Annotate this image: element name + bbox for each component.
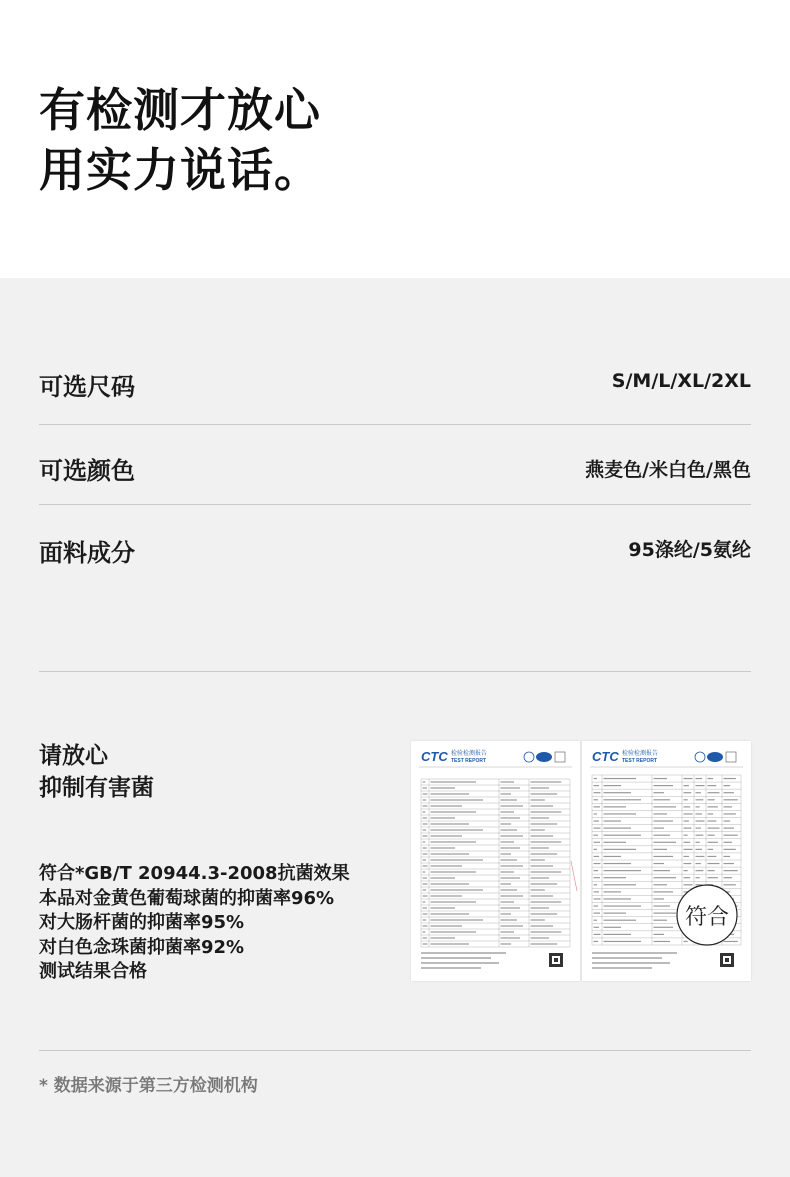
report-brand-logo: CTC [421, 749, 448, 764]
test-report-page-2 [582, 741, 751, 981]
report-document-image [582, 741, 751, 981]
detail-line: 对白色念珠菌抑菌率92% [39, 936, 245, 958]
report-title-cn: 检验检测报告 [622, 750, 659, 757]
size-label: 可选尺码 [39, 373, 135, 401]
test-report-images [411, 741, 751, 981]
detail-line: 本品对金黄色葡萄球菌的抑菌率96% [39, 887, 335, 909]
hero-section [0, 0, 790, 278]
report-document-image [411, 741, 580, 981]
page-title-line-1: 有检测才放心 [39, 83, 321, 137]
page-title [39, 80, 321, 200]
detail-line: 对大肠杆菌的抑菌率95% [39, 912, 245, 933]
antibacterial-headline [39, 740, 399, 804]
spec-row-size [39, 345, 751, 425]
report-title-cn: 检验检测报告 [451, 750, 488, 757]
fabric-label: 面料成分 [39, 539, 135, 567]
report-title-en: TEST REPORT [451, 758, 487, 764]
cnas-mark-icon [536, 752, 552, 762]
spec-row-color [39, 425, 751, 505]
detail-line: 测试结果合格 [39, 961, 147, 982]
detail-line: 符合*GB/T 20944.3-2008抗菌效果 [39, 863, 350, 884]
conformity-stamp-text: 符合 [684, 905, 730, 930]
antibacterial-headline-line-1: 请放心 [39, 743, 108, 769]
report-title-en: TEST REPORT [622, 758, 658, 764]
divider [39, 1050, 751, 1051]
fabric-value: 95涤纶/5氨纶 [628, 539, 751, 561]
size-value: S/M/L/XL/2XL [611, 370, 751, 392]
page-title-line-2: 用实力说话。 [39, 143, 321, 197]
color-label: 可选颜色 [39, 457, 135, 485]
antibacterial-details [39, 862, 350, 985]
test-report-page-1 [411, 741, 580, 981]
spec-row-fabric [39, 505, 751, 672]
antibacterial-section [39, 740, 399, 982]
color-value: 燕麦色/米白色/黑色 [585, 459, 751, 481]
report-brand-logo: CTC [592, 749, 619, 764]
antibacterial-headline-line-2: 抑制有害菌 [39, 775, 154, 801]
source-note: * 数据来源于第三方检测机构 [39, 1076, 258, 1096]
cnas-mark-icon [707, 752, 723, 762]
